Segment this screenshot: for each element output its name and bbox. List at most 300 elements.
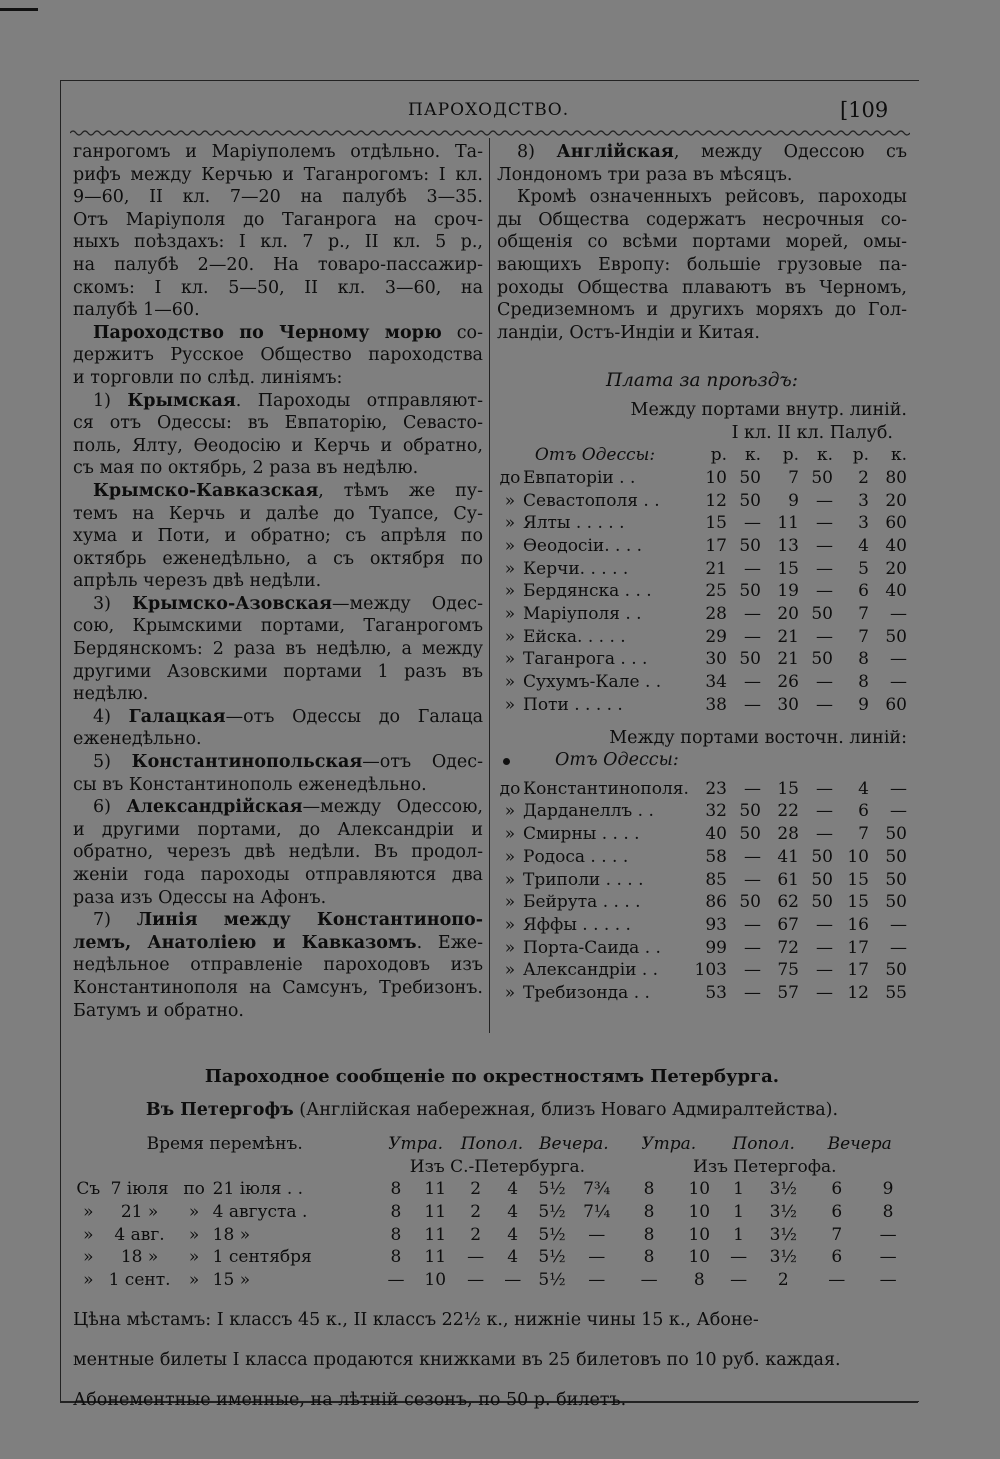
text-line: 9—60, II кл. 7—20 на палубѣ 3—35. — [73, 187, 483, 208]
port-name: Керчи. . . . . — [523, 558, 629, 579]
fare-cell: 7 — [858, 604, 869, 625]
fare-cell: — — [744, 626, 761, 647]
fare-cell: 30 — [777, 694, 799, 715]
fare-cell: 38 — [705, 694, 727, 715]
line-name: Константинопольская — [131, 752, 363, 773]
inner-fare-rows — [497, 467, 907, 717]
port-name: Севастополя . . — [523, 490, 660, 511]
text-run: —отъ Одес- — [362, 752, 484, 773]
fare-cell: 41 — [777, 846, 799, 867]
fare-cell: 50 — [739, 649, 761, 670]
fare-cell: — — [816, 914, 833, 935]
fare-cell: 67 — [777, 914, 799, 935]
running-title: ПАРОХОДСТВО. — [408, 100, 570, 120]
port-name: Бердянска . . . — [523, 581, 652, 602]
fare-cell: — — [816, 801, 833, 822]
period-label: Вечера. — [539, 1134, 609, 1155]
fare-cell: 16 — [847, 914, 869, 935]
fare-cell: 50 — [885, 824, 907, 845]
line-item-4 — [73, 706, 483, 751]
text-line: Кромѣ означенныхъ рейсовъ, пароходы — [517, 187, 907, 208]
port-name: Ѳеодосіи. . . . — [523, 535, 643, 556]
ditto-mark: » — [504, 535, 516, 556]
departure-time-cell: 11 — [424, 1201, 447, 1222]
port-name: Ялты . . . . . — [523, 513, 625, 534]
fare-cell: 21 — [777, 649, 799, 670]
fare-row — [497, 648, 907, 671]
fare-cell: 6 — [858, 581, 869, 602]
departure-time-cell: 3½ — [769, 1179, 797, 1200]
fare-cell: 103 — [694, 960, 727, 981]
fare-cell: — — [816, 558, 833, 579]
fare-cell: 50 — [811, 467, 833, 488]
departure-time-cell: 4 — [507, 1179, 519, 1200]
text-line: другими Азовскими портами 1 разъ въ — [73, 661, 483, 682]
time-heading: Время перемѣнъ. — [146, 1134, 303, 1155]
text-line: роходы Общества плаваютъ въ Черномъ, — [497, 277, 907, 298]
unit-label: р. — [710, 445, 727, 466]
departure-time-cell: 8 — [643, 1247, 655, 1268]
period-cell: 21 іюля . . — [212, 1179, 304, 1200]
timetable-row — [73, 1224, 911, 1247]
fare-row — [497, 982, 907, 1005]
fare-cell: — — [744, 937, 761, 958]
ditto-mark: до — [499, 778, 521, 799]
departure-time-cell: 10 — [688, 1247, 711, 1268]
text-run: —между Одессою, — [302, 797, 483, 818]
route-name: Въ Петергофъ — [145, 1099, 294, 1120]
timetable-row — [73, 1269, 911, 1292]
direction-label: Изъ Петергофа. — [693, 1156, 837, 1177]
departure-time-cell: 10 — [688, 1179, 711, 1200]
bullet-mark — [503, 758, 510, 765]
departure-time-cell: — — [730, 1269, 748, 1290]
departure-time-cell: 6 — [831, 1247, 843, 1268]
ditto-mark: » — [504, 694, 516, 715]
fare-cell: 3 — [858, 513, 869, 534]
departure-time-cell: 6 — [831, 1179, 843, 1200]
unit-label: к. — [890, 445, 907, 466]
column-divider — [489, 138, 490, 1033]
fare-cell: 53 — [705, 983, 727, 1004]
fare-cell: 8 — [858, 649, 869, 670]
departure-time-cell: 5½ — [538, 1247, 566, 1268]
text-line: ся отъ Одессы: въ Евпаторію, Севасто- — [73, 413, 483, 434]
line-name: Галацкая — [128, 706, 226, 727]
fare-cell: 50 — [811, 892, 833, 913]
fare-cell: 5 — [858, 558, 869, 579]
black-sea-paragraph — [73, 322, 483, 390]
period-cell: » — [188, 1224, 200, 1245]
fare-cell: — — [744, 672, 761, 693]
fare-cell: 57 — [777, 983, 799, 1004]
fare-cell: 50 — [739, 824, 761, 845]
top-edge-mark — [0, 8, 38, 11]
fare-cell: — — [890, 937, 907, 958]
departure-time-cell: 4 — [507, 1247, 519, 1268]
fare-row — [497, 626, 907, 649]
fare-cell: 17 — [847, 960, 869, 981]
text-line: октябрь еженедѣльно, а съ октября по — [73, 548, 483, 569]
ditto-mark: » — [504, 801, 516, 822]
departure-time-cell: 8 — [643, 1224, 655, 1245]
fare-cell: 50 — [739, 581, 761, 602]
fare-cell: 15 — [777, 778, 799, 799]
port-name: Александріи . . — [523, 960, 659, 981]
period-cell: » — [188, 1201, 200, 1222]
fare-cell: 23 — [705, 778, 727, 799]
text-line: Константинополя на Самсунъ, Требизонъ. — [73, 977, 483, 998]
text-run: —между Одес- — [332, 593, 483, 614]
fare-cell: 19 — [777, 581, 799, 602]
unit-label: р. — [852, 445, 869, 466]
fare-row — [497, 694, 907, 717]
port-name: Бейрута . . . . — [523, 892, 641, 913]
petersburg-section — [73, 1060, 911, 1429]
text-run: —отъ Одессы до Галаца — [225, 706, 483, 727]
fare-cell: — — [744, 778, 761, 799]
text-line: поль, Ялту, Ѳеодосію и Керчь и обратно, — [73, 435, 483, 456]
price-paragraph — [73, 1309, 911, 1412]
line-name: Крымско-Азовская — [132, 593, 333, 614]
item-number: 4) — [93, 706, 129, 727]
fare-cell: — — [816, 535, 833, 556]
period-cell: 7 іюля — [110, 1179, 169, 1200]
fare-row — [497, 959, 907, 982]
fare-cell: — — [744, 558, 761, 579]
fare-cell: — — [816, 937, 833, 958]
period-cell: » — [83, 1224, 94, 1245]
fare-row — [497, 937, 907, 960]
fare-cell: 86 — [705, 892, 727, 913]
timetable-subheader — [73, 1156, 911, 1179]
direction-label: Изъ С.-Петербурга. — [409, 1156, 586, 1177]
fare-cell: 50 — [739, 801, 761, 822]
right-column — [497, 141, 907, 1005]
fare-cell: — — [744, 914, 761, 935]
fare-cell: 15 — [847, 892, 869, 913]
departure-time-cell: 2 — [470, 1201, 482, 1222]
period-cell: 15 » — [212, 1269, 251, 1290]
fare-cell: — — [890, 801, 907, 822]
running-header — [0, 96, 1000, 126]
departure-time-cell: 8 — [390, 1179, 402, 1200]
fare-row — [497, 823, 907, 846]
fare-cell: 7 — [858, 626, 869, 647]
eastern-fare-rows — [497, 778, 907, 1005]
fare-cell: 28 — [777, 824, 799, 845]
fare-cell: 50 — [739, 535, 761, 556]
line-item-5 — [73, 751, 483, 796]
text-line: недѣльное отправленіе пароходовъ изъ — [73, 955, 483, 976]
fare-cell: — — [744, 846, 761, 867]
fare-cell: — — [816, 490, 833, 511]
port-name: Таганрога . . . — [523, 649, 648, 670]
text-run: , тѣмъ же пу- — [318, 480, 483, 501]
route-detail: (Англійская набережная, близъ Новаго Адмиралтейства). — [293, 1099, 839, 1120]
fare-row — [497, 846, 907, 869]
unit-label: к. — [816, 445, 833, 466]
fare-cell: 55 — [885, 983, 907, 1004]
fare-cell: 62 — [777, 892, 799, 913]
text-line: скомъ: I кл. 5—50, II кл. 3—60, на — [73, 277, 483, 298]
departure-time-cell: 8 — [390, 1247, 402, 1268]
fare-cell: — — [890, 778, 907, 799]
fare-cell: 32 — [705, 801, 727, 822]
unit-label: р. — [782, 445, 799, 466]
departure-time-cell: 8 — [643, 1179, 655, 1200]
fare-cell: 9 — [858, 694, 869, 715]
fare-cell: — — [816, 983, 833, 1004]
fare-row — [497, 467, 907, 490]
fare-cell: 60 — [885, 694, 907, 715]
port-name: Сухумъ-Кале . . — [523, 672, 662, 693]
ditto-mark: до — [499, 467, 521, 488]
fare-cell: 50 — [885, 846, 907, 867]
fare-cell: 50 — [885, 626, 907, 647]
fare-cell: — — [890, 649, 907, 670]
period-cell: 4 авг. — [114, 1224, 165, 1245]
text-run: . Пароходы отправляют- — [235, 390, 483, 411]
timetable-row — [73, 1246, 911, 1269]
fare-cell: 50 — [885, 869, 907, 890]
period-cell: » — [83, 1269, 94, 1290]
line-name: Англійская — [556, 142, 674, 162]
departure-time-cell: 2 — [777, 1269, 789, 1290]
departure-time-cell: — — [879, 1247, 897, 1268]
ditto-mark: » — [504, 937, 516, 958]
text-run: со- — [441, 322, 483, 343]
period-cell: 18 » — [120, 1247, 159, 1268]
eastern-lines-heading: Между портами восточн. линій: — [609, 727, 907, 748]
port-name: Маріуполя . . — [523, 604, 642, 625]
fare-cell: 50 — [811, 604, 833, 625]
departure-time-cell: — — [640, 1269, 658, 1290]
line-name: Крымская — [127, 390, 236, 411]
fare-cell: 7 — [858, 824, 869, 845]
line-item-2 — [73, 480, 483, 593]
departure-time-cell: 4 — [507, 1201, 519, 1222]
fare-cell: — — [744, 960, 761, 981]
fare-cell: 40 — [885, 535, 907, 556]
fare-cell: — — [816, 960, 833, 981]
departure-time-cell: 5½ — [538, 1201, 566, 1222]
irregular-service-paragraph — [497, 186, 907, 344]
period-cell: » — [188, 1247, 200, 1268]
text-line: Бердянскомъ: 2 раза въ недѣлю, а между — [73, 639, 483, 660]
item-number: 8) — [517, 142, 557, 162]
eastern-fare-table — [497, 778, 907, 1005]
item-number: 5) — [93, 752, 132, 773]
fare-cell: 6 — [858, 801, 869, 822]
page-number: [109 — [840, 98, 889, 122]
ditto-mark: » — [504, 604, 516, 625]
departure-time-cell: 8 — [882, 1201, 894, 1222]
inner-fare-table — [497, 444, 907, 716]
fare-cell: 99 — [705, 937, 727, 958]
fare-cell: 9 — [788, 490, 799, 511]
line-item-8 — [497, 141, 907, 186]
fare-cell: 22 — [777, 801, 799, 822]
departure-time-cell: 3½ — [769, 1201, 797, 1222]
departure-time-cell: 5½ — [538, 1269, 566, 1290]
text-line: хума и Поти, и обратно; съ апрѣля по — [73, 526, 483, 547]
ditto-mark: » — [504, 983, 516, 1004]
fare-cell: 15 — [705, 513, 727, 534]
tariff-paragraph — [73, 141, 483, 322]
text-line: ментные билеты I класса продаются книжками въ 25 билетовъ по 10 руб. каждая. — [73, 1349, 841, 1370]
fare-cell: 13 — [777, 535, 799, 556]
fare-cell: 50 — [811, 846, 833, 867]
text-line: ландіи, Остъ-Индіи и Китая. — [497, 322, 760, 343]
text-line: ныхъ поѣздахъ: I кл. 7 р., II кл. 5 р., — [73, 232, 483, 253]
timetable — [73, 1133, 911, 1291]
fare-heading: Плата за проѣздъ: — [606, 370, 798, 392]
text-line: Цѣна мѣстамъ: I классъ 45 к., II классъ 22½ к., нижніе чины 15 к., Абоне- — [73, 1309, 759, 1330]
ditto-mark: » — [504, 626, 516, 647]
fare-cell: — — [816, 824, 833, 845]
fare-cell: 60 — [885, 513, 907, 534]
left-column — [73, 141, 483, 1022]
fare-cell: 15 — [777, 558, 799, 579]
period-cell: » — [83, 1201, 94, 1222]
ditto-mark: » — [504, 846, 516, 867]
fare-cell: 17 — [847, 937, 869, 958]
period-label: Утра. — [641, 1134, 697, 1155]
text-line: съ мая по октябрь, 2 раза въ недѣлю. — [73, 458, 419, 479]
ditto-mark: » — [504, 914, 516, 935]
fare-cell: 72 — [777, 937, 799, 958]
fare-cell: 4 — [858, 535, 869, 556]
period-cell: Съ — [76, 1179, 101, 1200]
section-title: Пароходное сообщеніе по окрестностямъ Петербурга. — [204, 1066, 780, 1087]
departure-time-cell: 5½ — [538, 1224, 566, 1245]
text-line: рифъ между Керчью и Таганрогомъ: I кл. — [73, 164, 483, 185]
ditto-mark: » — [504, 672, 516, 693]
departure-time-cell: — — [828, 1269, 846, 1290]
wavy-rule — [70, 128, 910, 138]
fare-cell: 50 — [739, 892, 761, 913]
fare-row — [497, 580, 907, 603]
fare-cell: 21 — [705, 558, 727, 579]
line-item-1 — [73, 390, 483, 480]
port-name: Поти . . . . . — [523, 694, 623, 715]
fare-cell: 20 — [777, 604, 799, 625]
ditto-mark: » — [504, 869, 516, 890]
text-line: на палубѣ 2—20. На товаро-пассажир- — [73, 254, 483, 275]
departure-time-cell: — — [387, 1269, 405, 1290]
period-label: Утра. — [388, 1134, 444, 1155]
departure-time-cell: 9 — [882, 1179, 894, 1200]
period-cell: » — [83, 1247, 94, 1268]
fare-cell: 10 — [847, 846, 869, 867]
departure-time-cell: — — [504, 1269, 522, 1290]
fare-cell: 50 — [811, 869, 833, 890]
fare-cell: 50 — [885, 892, 907, 913]
section-heading: Пароходство по Черному морю — [93, 322, 442, 343]
departure-time-cell: 11 — [424, 1179, 447, 1200]
fare-cell: 26 — [777, 672, 799, 693]
fare-cell: 20 — [885, 558, 907, 579]
fare-cell: 15 — [847, 869, 869, 890]
line-name: Крымско-Кавказская — [93, 480, 319, 501]
text-line: ганрогомъ и Маріуполемъ отдѣльно. Та- — [73, 142, 483, 162]
text-line: Отъ Маріуполя до Таганрога на сроч- — [73, 209, 483, 230]
from-odessa-label: Отъ Одессы: — [534, 445, 656, 466]
departure-time-cell: 7 — [831, 1224, 843, 1245]
fare-cell: 11 — [777, 513, 799, 534]
fare-cell: 21 — [777, 626, 799, 647]
item-number: 3) — [93, 593, 133, 614]
period-cell: 1 сентября — [212, 1247, 312, 1268]
port-name: Смирны . . . . — [523, 824, 640, 845]
ditto-mark: » — [504, 581, 516, 602]
fare-row — [497, 800, 907, 823]
text-line: ды Общества содержатъ несрочныя со- — [497, 209, 907, 230]
period-cell: 1 сент. — [108, 1269, 171, 1290]
fare-cell: 50 — [739, 490, 761, 511]
line-name: Александрійская — [126, 797, 303, 818]
fare-cell: — — [890, 672, 907, 693]
period-cell: по — [183, 1179, 205, 1200]
fare-cell: 10 — [705, 467, 727, 488]
fare-cell: 3 — [858, 490, 869, 511]
fare-cell: 30 — [705, 649, 727, 670]
fare-row — [497, 891, 907, 914]
departure-time-cell: — — [467, 1247, 485, 1268]
fare-cell: — — [744, 604, 761, 625]
item-number: 1) — [93, 390, 128, 411]
line-item-7 — [73, 909, 483, 1022]
period-label: Попол. — [732, 1134, 795, 1155]
fare-cell: 29 — [705, 626, 727, 647]
inner-lines-heading: Между портами внутр. линій. — [630, 399, 907, 420]
fare-row — [497, 603, 907, 626]
departure-time-cell: — — [588, 1247, 606, 1268]
fare-cell: — — [890, 604, 907, 625]
fare-cell: 8 — [858, 672, 869, 693]
fare-cell: 85 — [705, 869, 727, 890]
departure-time-cell: 8 — [390, 1201, 402, 1222]
period-cell: » — [188, 1269, 200, 1290]
fare-row — [497, 869, 907, 892]
ditto-mark: » — [504, 558, 516, 579]
text-run: . Еже- — [416, 932, 483, 953]
text-line: сою, Крымскими портами, Таганрогомъ — [73, 616, 483, 637]
departure-time-cell: 6 — [831, 1201, 843, 1222]
timetable-header — [73, 1133, 911, 1156]
text-line: Абонементные именные, на лѣтній сезонъ, по 50 р. билетъ. — [73, 1390, 627, 1411]
fare-row — [497, 914, 907, 937]
departure-time-cell: 10 — [688, 1201, 711, 1222]
departure-time-cell: 1 — [733, 1179, 744, 1200]
fare-cell: 40 — [705, 824, 727, 845]
fare-row — [497, 490, 907, 513]
fare-cell: 20 — [885, 490, 907, 511]
departure-time-cell: 11 — [424, 1224, 447, 1245]
fare-row — [497, 558, 907, 581]
text-line: держитъ Русское Общество пароходства — [73, 345, 483, 366]
departure-time-cell: 11 — [424, 1247, 447, 1268]
fare-cell: 12 — [705, 490, 727, 511]
text-line: Батумъ и обратно. — [73, 1000, 244, 1021]
port-name: Порта-Саида . . — [523, 937, 661, 958]
ditto-mark: » — [504, 824, 516, 845]
departure-time-cell: 1 — [733, 1224, 744, 1245]
fare-cell: — — [816, 672, 833, 693]
fare-cell: 34 — [705, 672, 727, 693]
text-line: и торговли по слѣд. линіямъ: — [73, 367, 343, 388]
